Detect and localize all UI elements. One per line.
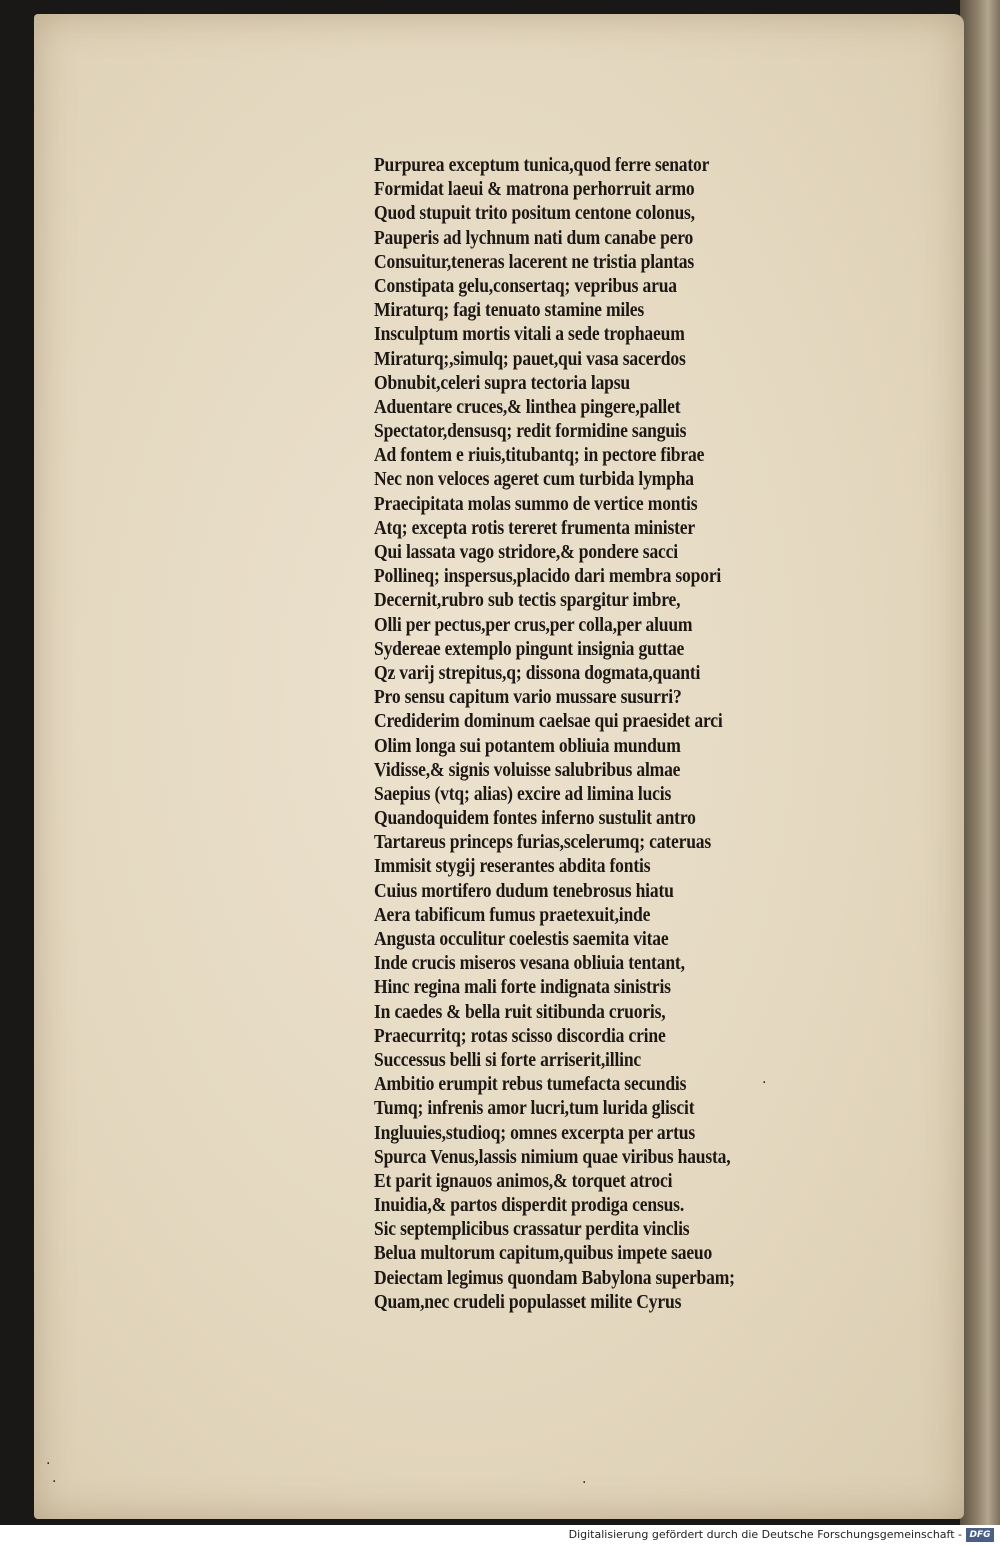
poem-text-block (374, 154, 844, 1315)
text-line: Spurca Venus,lassis nimium quae viribus hausta, (374, 1146, 731, 1168)
text-line: Obnubit,celeri supra tectoria lapsu (374, 372, 630, 394)
text-line: Crediderim dominum caelsae qui praesidet arci (374, 711, 723, 733)
text-line: Quandoquidem fontes inferno sustulit antro (374, 808, 696, 830)
text-line: Saepius (vtq; alias) excire ad limina lucis (374, 783, 672, 805)
text-line: Qui lassata vago stridore,& pondere sacci (374, 542, 678, 563)
text-line: Miraturq; fagi tenuato stamine miles (374, 300, 645, 322)
digitization-footer (0, 1525, 1000, 1545)
text-line: Ambitio erumpit rebus tumefacta secundis (374, 1074, 687, 1096)
text-line: Immisit stygij reserantes abdita fontis (374, 856, 651, 878)
text-line: Insculptum mortis vitali a sede trophaeum (374, 324, 685, 346)
text-line: Sydereae extemplo pingunt insignia guttae (374, 638, 685, 660)
text-line: Angusta occulitur coelestis saemita vitae (374, 929, 669, 950)
text-line: Successus belli si forte arriserit,illinc (374, 1049, 642, 1071)
text-line: Praecurritq; rotas scisso discordia crine (374, 1025, 666, 1047)
text-line: Quod stupuit trito positum centone colonus, (374, 203, 695, 225)
text-line: Miraturq;,simulq; pauet,qui vasa sacerdos (374, 348, 686, 370)
text-line: Qz varij strepitus,q; dissona dogmata,quanti (374, 662, 701, 684)
text-line: Consuitur,teneras lacerent ne tristia plantas (374, 251, 694, 273)
text-line: Pauperis ad lychnum nati dum canabe pero (374, 227, 694, 249)
book-page (34, 14, 964, 1519)
text-line: Tartareus princeps furias,scelerumq; cateruas (374, 832, 712, 854)
text-line: Hinc regina mali forte indignata sinistris (374, 977, 671, 999)
text-line: Nec non veloces ageret cum turbida lympha (374, 469, 694, 491)
text-line: Ad fontem e riuis,titubantq; in pectore fibrae (374, 445, 705, 467)
text-line: Spectator,densusq; redit formidine sanguis (374, 421, 687, 443)
text-line: Belua multorum capitum,quibus impete saeuo (374, 1243, 713, 1265)
text-line: Olli per pectus,per crus,per colla,per aluum (374, 614, 693, 636)
text-line: Constipata gelu,consertaq; vepribus arua (374, 275, 677, 297)
text-line: Pro sensu capitum vario mussare susurri? (374, 687, 682, 709)
text-line: Tumq; infrenis amor lucri,tum lurida gliscit (374, 1098, 695, 1120)
text-line: Inde crucis miseros vesana obliuia tentant, (374, 953, 685, 975)
ink-speck: · (52, 1474, 57, 1490)
text-line: Formidat laeui & matrona perhorruit armo (374, 179, 695, 201)
text-line: Decernit,rubro sub tectis spargitur imbre, (374, 590, 681, 612)
text-line: Atq; excepta rotis tereret frumenta minister (374, 517, 696, 539)
facing-page-edge (960, 0, 1000, 1525)
text-line: Cuius mortifero dudum tenebrosus hiatu (374, 880, 674, 902)
text-line: Inuidia,& partos disperdit prodiga census. (374, 1195, 685, 1217)
text-line: Sic septemplicibus crassatur perdita vinclis (374, 1219, 690, 1241)
dfg-logo[interactable]: DFG (966, 1528, 994, 1542)
text-line: Pollineq; inspersus,placido dari membra sopori (374, 566, 722, 588)
text-line: Purpurea exceptum tunica,quod ferre senator (374, 155, 710, 176)
text-line: Aduentare cruces,& linthea pingere,pallet (374, 396, 681, 418)
ink-speck: · (46, 1456, 51, 1472)
text-line: Et parit ignauos animos,& torquet atroci (374, 1170, 673, 1192)
text-line: Deiectam legimus quondam Babylona superbam; (374, 1267, 735, 1289)
text-line: Aera tabificum fumus praetexuit,inde (374, 904, 651, 926)
ink-speck: · (762, 1075, 767, 1091)
text-line: Vidisse,& signis voluisse salubribus almae (374, 759, 681, 781)
text-line: Ingluuies,studioq; omnes excerpta per artus (374, 1122, 696, 1144)
text-line: Praecipitata molas summo de vertice montis (374, 493, 698, 515)
text-line: Quam,nec crudeli populasset milite Cyrus (374, 1291, 682, 1313)
text-line: In caedes & bella ruit sitibunda cruoris, (374, 1001, 666, 1023)
text-line: Olim longa sui potantem obliuia mundum (374, 735, 681, 757)
funding-credit: Digitalisierung gefördert durch die Deutsche Forschungsgemeinschaft - (568, 1528, 962, 1541)
ink-speck: · (582, 1475, 587, 1491)
